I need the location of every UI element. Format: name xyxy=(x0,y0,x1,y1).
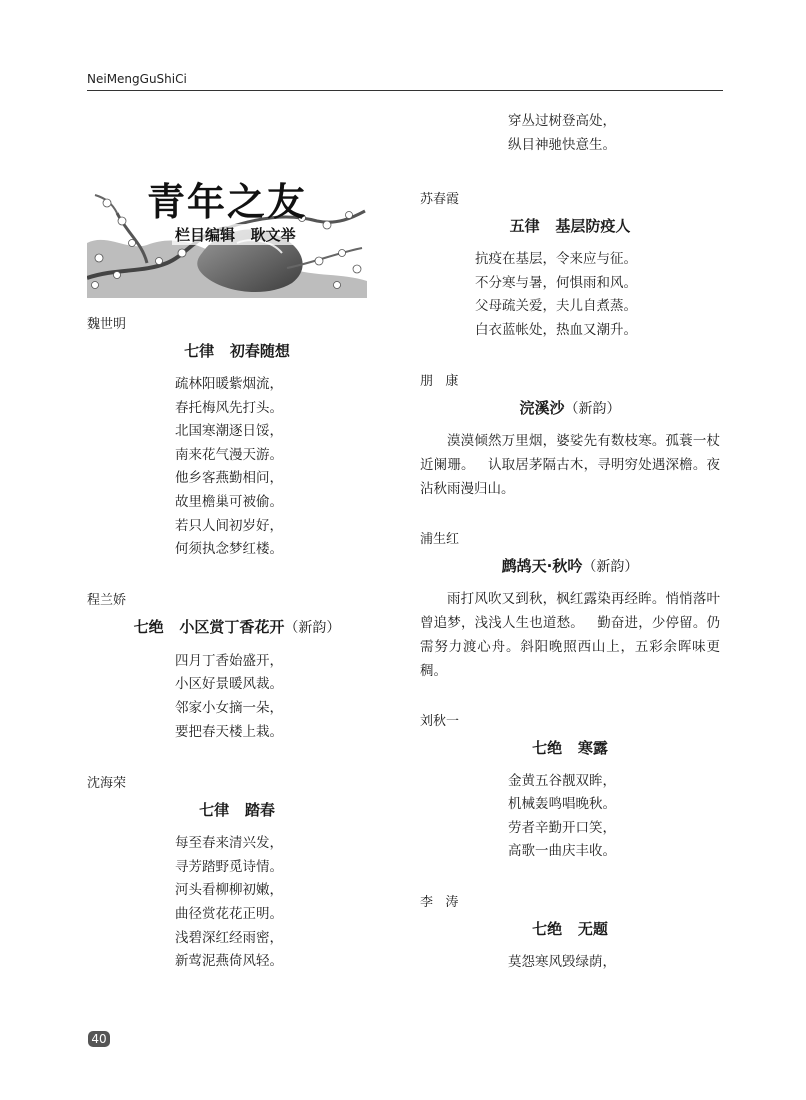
poem-line: 四月丁香始盛开， xyxy=(175,652,283,669)
poem-block xyxy=(420,713,720,864)
poem-lines xyxy=(87,832,387,974)
poem-line: 小区好景暖风裁。 xyxy=(175,676,283,693)
banner-subtitle: 栏目编辑 耿文举 xyxy=(172,224,299,245)
poem-lines xyxy=(420,248,720,342)
poem-title xyxy=(420,398,720,419)
poem-line: 金黄五谷靓双眸， xyxy=(508,772,616,789)
poem-author: 刘秋一 xyxy=(420,713,460,729)
poem-line: 要把春天楼上栽。 xyxy=(175,723,283,740)
poem-lines xyxy=(420,770,720,864)
poem-line: 抗疫在基层，令来应与征。 xyxy=(475,251,637,268)
poem-rhyme-tag: （新韵） xyxy=(284,619,341,636)
banner-title: 青年之友 xyxy=(147,179,308,224)
poem-block xyxy=(87,592,387,744)
poem-title-text: 七律 初春随想 xyxy=(184,342,290,360)
poem-line: 春托梅风先打头。 xyxy=(175,399,283,416)
poem-line: 寻芳踏野觅诗情。 xyxy=(175,858,283,875)
poem-continuation xyxy=(420,110,720,157)
poem-title xyxy=(87,341,387,361)
poem-block xyxy=(87,316,387,562)
poem-title-text: 浣溪沙 xyxy=(519,398,565,417)
left-column xyxy=(87,100,387,974)
poem-lines xyxy=(420,951,720,975)
poem-title xyxy=(420,738,720,758)
poem-line: 白衣蓝帐处，热血又潮升。 xyxy=(475,321,637,338)
poem-prose: 漠漠倾然万里烟，婆娑先有数枝寒。孤蓑一杖近阑珊。 认取居茅隔古木，寻明穷处遇深檐。夜沾秋雨漫归山。 xyxy=(420,432,720,497)
poem-author: 李 涛 xyxy=(420,894,459,910)
column-banner xyxy=(87,173,367,298)
poem-author: 程兰娇 xyxy=(87,592,127,608)
poem-title xyxy=(420,919,720,939)
poem-line: 不分寒与暑，何惧雨和风。 xyxy=(475,274,637,291)
poem-author: 浦生红 xyxy=(420,531,460,547)
poem-line: 穿丛过树登高处， xyxy=(508,113,616,129)
poem-prose: 雨打风吹又到秋，枫红露染再经眸。悄悄落叶曾追梦，浅浅人生也道愁。 勤奋进，少停留。仍需努力渡心舟。斜阳晚照西山上，五彩余晖味更稠。 xyxy=(420,590,720,679)
poem-line: 浅碧深红经雨密， xyxy=(175,929,283,946)
poem-title xyxy=(420,556,720,577)
poem-title-text: 鹧鸪天·秋吟 xyxy=(501,556,583,575)
poem-line: 莫怨寒风毁绿荫， xyxy=(508,953,616,970)
poem-author: 苏春霞 xyxy=(420,192,460,208)
poem-line: 他乡客燕勤相问， xyxy=(175,470,283,487)
poem-lines xyxy=(87,373,387,562)
poem-title-text: 七律 踏春 xyxy=(199,801,275,820)
poem-title xyxy=(420,216,720,236)
poem-line: 北国寒潮逐日馁， xyxy=(175,423,283,440)
poem-line: 劳者辛勤开口笑， xyxy=(508,819,616,836)
running-title: NeiMengGuShiCi xyxy=(87,72,187,86)
poem-line: 曲径赏花花正明。 xyxy=(175,905,283,922)
poem-block xyxy=(420,894,720,975)
poem-author: 朋 康 xyxy=(420,373,459,389)
poem-line: 新莺泥燕倚风轻。 xyxy=(175,953,283,970)
page-number: 40 xyxy=(88,1031,110,1047)
poem-rhyme-tag: （新韵） xyxy=(582,558,639,575)
poem-line: 每至春来清兴发， xyxy=(175,835,283,852)
poem-title-text: 七绝 小区赏丁香花开 xyxy=(133,617,285,636)
poem-line: 疏林阳暖紫烟流， xyxy=(175,376,283,392)
poem-block xyxy=(420,531,720,683)
poem-line: 南来花气漫天游。 xyxy=(175,446,283,463)
poem-line: 机械轰鸣唱晚秋。 xyxy=(508,796,616,813)
poem-lines xyxy=(87,650,387,744)
poem-line: 纵目神驰快意生。 xyxy=(508,136,616,153)
poem-title xyxy=(87,800,387,820)
poem-title-text: 七绝 无题 xyxy=(532,919,608,938)
poem-line: 若只人间初岁好， xyxy=(175,517,283,534)
poem-block xyxy=(420,191,720,342)
poem-line: 高歌一曲庆丰收。 xyxy=(508,843,616,860)
poem-line: 故里檐巢可被偷。 xyxy=(175,493,283,510)
poem-line: 父母疏关爱，夫儿自煮蒸。 xyxy=(475,298,637,315)
poem-line: 何须执念梦红楼。 xyxy=(175,541,283,558)
poem-line: 河头看柳柳初嫩， xyxy=(175,882,283,899)
poem-title-text: 七绝 寒露 xyxy=(532,738,608,757)
poem-block xyxy=(87,775,387,974)
running-header xyxy=(87,70,723,91)
poem-author: 魏世明 xyxy=(87,317,127,332)
poem-title-text: 五律 基层防疫人 xyxy=(509,217,631,236)
poem-line: 邻家小女摘一朵， xyxy=(175,699,283,716)
poem-rhyme-tag: （新韵） xyxy=(564,400,621,417)
poem-title xyxy=(87,617,387,638)
right-column xyxy=(420,100,720,975)
poem-block xyxy=(420,373,720,501)
poem-author: 沈海荣 xyxy=(87,776,127,792)
